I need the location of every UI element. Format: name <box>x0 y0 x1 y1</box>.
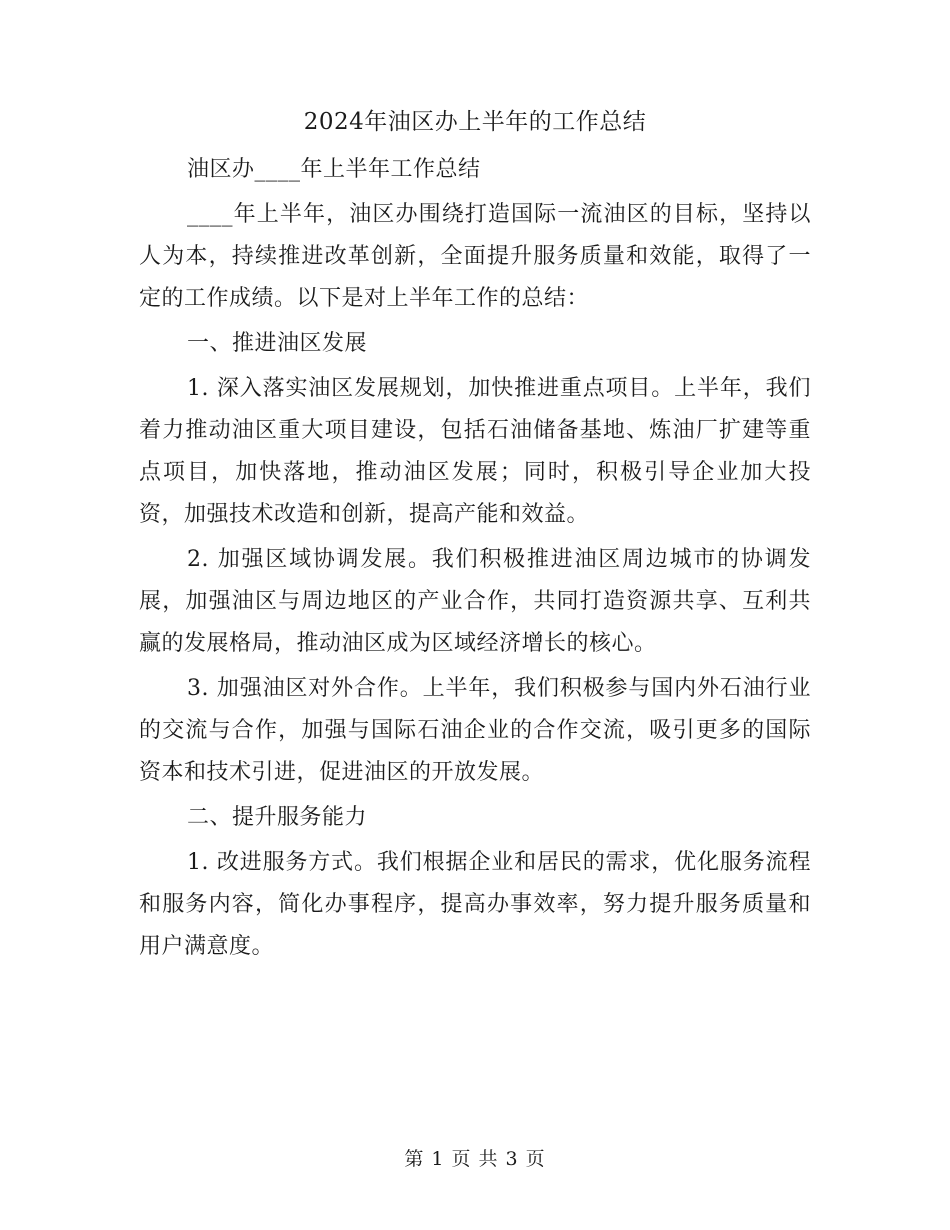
section-heading-1: 一、推进油区发展 <box>187 331 368 356</box>
document-title: 2024年油区办上半年的工作总结 <box>303 109 647 135</box>
list-item-2-1: 1. 改进服务方式。我们根据企业和居民的需求，优化服务流程和服务内容，简化办事程序，提高办事效率，努力提升服务质量和用户满意度。 <box>139 850 811 959</box>
subtitle-paragraph: 油区办____年上半年工作总结 <box>187 157 481 182</box>
list-item-1-1: 1. 深入落实油区发展规划，加快推进重点项目。上半年，我们着力推动油区重大项目建设，包括石油储备基地、炼油厂扩建等重点项目，加快落地，推动油区发展；同时，积极引导企业加大投资，加强技术改造和创新，提高产能和效益。 <box>139 376 811 527</box>
list-item-1-2: 2. 加强区域协调发展。我们积极推进油区周边城市的协调发展，加强油区与周边地区的产业合作，共同打造资源共享、互利共赢的发展格局，推动油区成为区域经济增长的核心。 <box>139 547 811 656</box>
page-footer: 第 1 页 共 3 页 <box>404 1148 546 1170</box>
list-item-1-3: 3. 加强油区对外合作。上半年，我们积极参与国内外石油行业的交流与合作，加强与国际石油企业的合作交流，吸引更多的国际资本和技术引进，促进油区的开放发展。 <box>139 676 811 785</box>
intro-paragraph: ____年上半年，油区办围绕打造国际一流油区的目标，坚持以人为本，持续推进改革创新，全面提升服务质量和效能，取得了一定的工作成绩。以下是对上半年工作的总结： <box>139 202 811 311</box>
document-body <box>139 149 811 971</box>
section-heading-2: 二、提升服务能力 <box>187 805 368 830</box>
